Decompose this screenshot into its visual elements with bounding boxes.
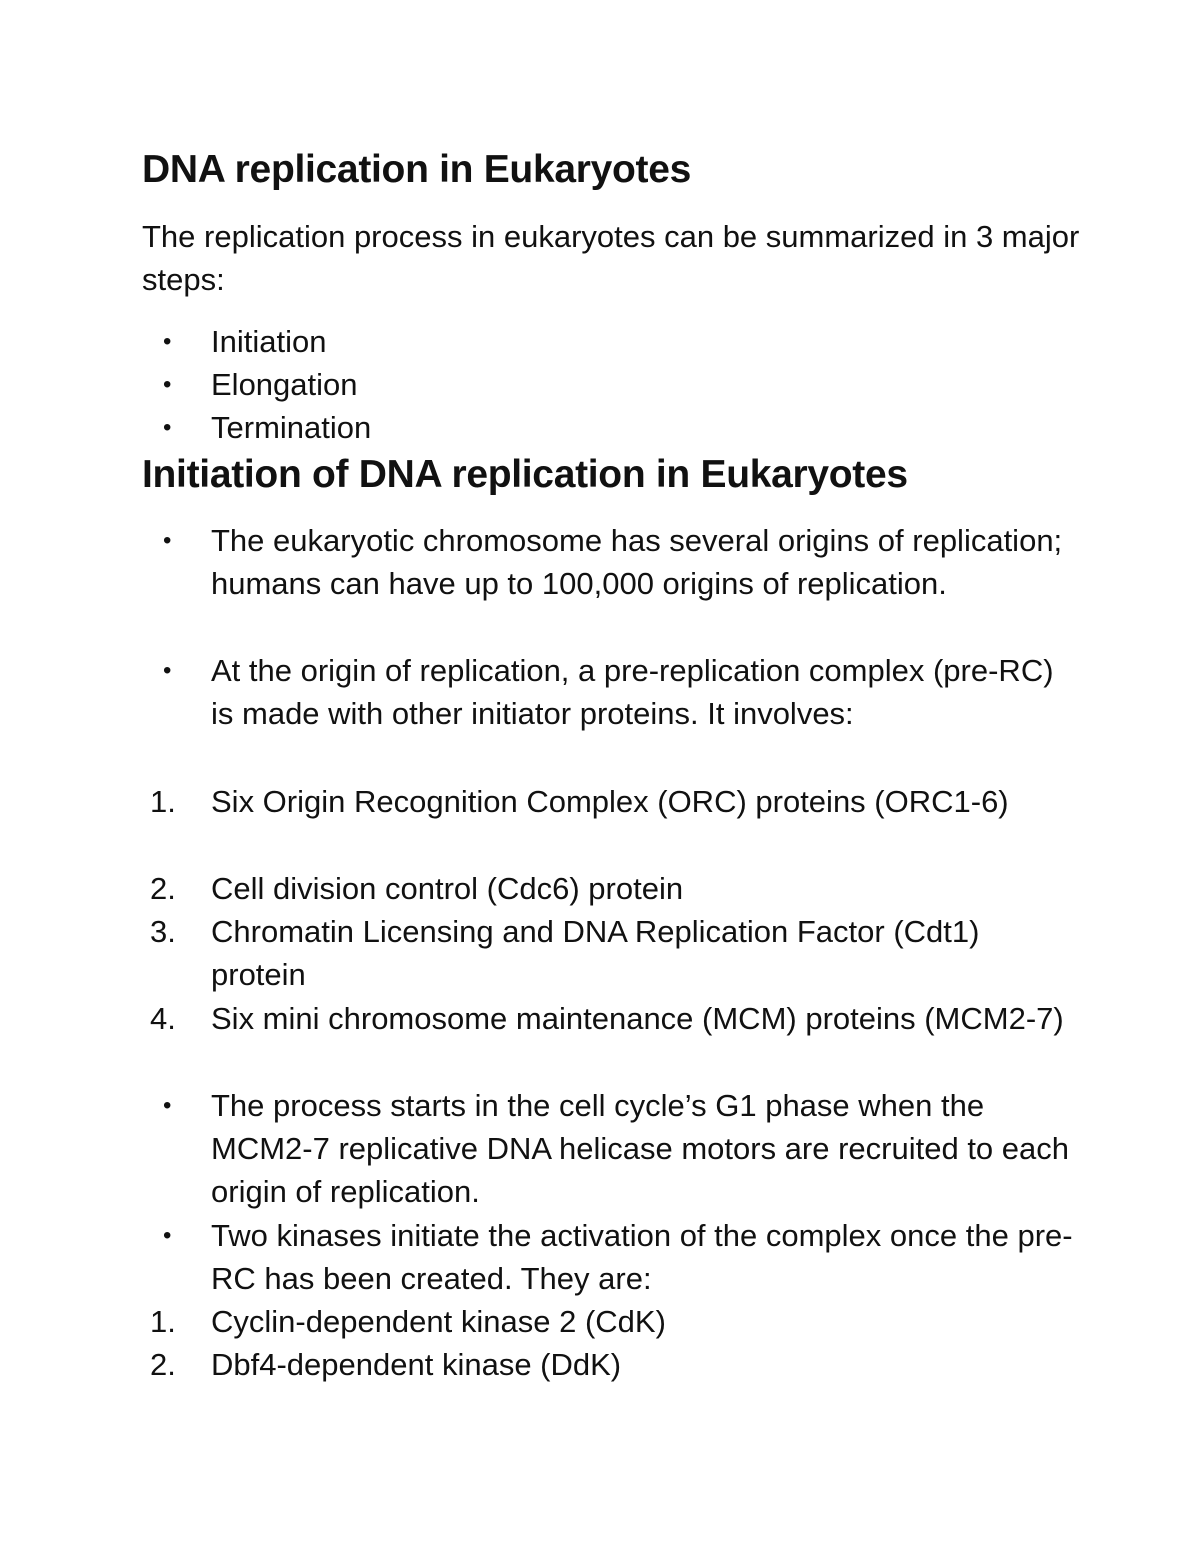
item-text: Cyclin-dependent kinase 2 (CdK) bbox=[211, 1304, 666, 1339]
item-number: 4. bbox=[150, 1001, 176, 1036]
item-number: 3. bbox=[150, 914, 176, 949]
intro-paragraph: The replication process in eukaryotes can be summarized in 3 major steps: bbox=[142, 219, 1080, 297]
bullet-kinases: Two kinases initiate the activation of the complex once the pre-RC has been created. They are: bbox=[211, 1218, 1073, 1296]
bullet-g1-phase: The process starts in the cell cycle’s G1 phase when the MCM2-7 replicative DNA helicase motors are recruited to each origin of replication. bbox=[211, 1088, 1070, 1209]
bullet-marker: • bbox=[163, 1092, 172, 1119]
item-number: 1. bbox=[150, 784, 176, 819]
bullet-marker: • bbox=[163, 1222, 172, 1249]
bullet-marker: • bbox=[163, 414, 172, 441]
bullet-marker: • bbox=[163, 657, 172, 684]
item-number: 2. bbox=[150, 871, 176, 906]
item-number: 1. bbox=[150, 1304, 176, 1339]
item-text: Cell division control (Cdc6) protein bbox=[211, 871, 684, 906]
bullet-pre-rc: At the origin of replication, a pre-replication complex (pre-RC) is made with other initiator proteins. It involves: bbox=[211, 653, 1054, 731]
item-text: Six mini chromosome maintenance (MCM) proteins (MCM2-7) bbox=[211, 1001, 1064, 1036]
item-text: Dbf4-dependent kinase (DdK) bbox=[211, 1347, 622, 1382]
item-number: 2. bbox=[150, 1347, 176, 1382]
step-termination: Termination bbox=[211, 410, 372, 445]
page-title: DNA replication in Eukaryotes bbox=[142, 148, 691, 191]
item-text: Chromatin Licensing and DNA Replication Factor (Cdt1) protein bbox=[211, 914, 980, 992]
bullet-marker: • bbox=[163, 527, 172, 554]
section-heading: Initiation of DNA replication in Eukaryotes bbox=[142, 453, 908, 496]
bullet-origins: The eukaryotic chromosome has several origins of replication; humans can have up to 100,000 origins of replication. bbox=[211, 523, 1063, 601]
step-elongation: Elongation bbox=[211, 367, 358, 402]
step-initiation: Initiation bbox=[211, 324, 327, 359]
bullet-marker: • bbox=[163, 371, 172, 398]
item-text: Six Origin Recognition Complex (ORC) proteins (ORC1-6) bbox=[211, 784, 1009, 819]
bullet-marker: • bbox=[163, 328, 172, 355]
